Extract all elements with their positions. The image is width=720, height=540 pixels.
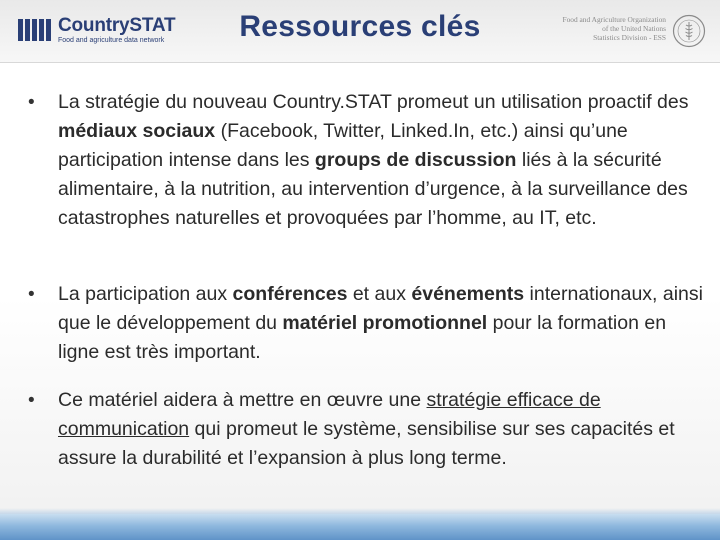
logo-tagline: Food and agriculture data network — [58, 37, 165, 44]
bullet-segment: liés à la sécurité alimentaire, à la nutrition, au intervention d’urgence, à la surveillance des catastrophes naturelles et provoquées par l’homme, au IT, etc. — [58, 149, 688, 229]
bullet-segment: La participation aux — [58, 283, 233, 305]
bullet-segment: Ce matériel aidera à mettre en œuvre une — [58, 389, 427, 411]
fao-logo-text — [548, 15, 666, 42]
bullet-segment: matériel promotionnel — [282, 312, 488, 334]
bullet-segment: et aux — [347, 283, 412, 305]
bullet-segment: conférences — [232, 283, 348, 305]
bottom-band — [0, 514, 720, 540]
bullet-text — [58, 88, 706, 233]
bullet-icon: • — [28, 390, 35, 411]
bullet-segment: événements — [411, 283, 525, 305]
bullet-segment: médiaux sociaux — [58, 120, 216, 142]
bullet-segment: (Facebook, Twitter, Linked.In, etc.) ainsi qu’une participation intense dans les — [58, 120, 628, 171]
bullet-segment: groups de discussion — [314, 149, 517, 171]
bullet-text — [58, 386, 706, 473]
bullet-segment: stratégie efficace de communication — [58, 389, 601, 440]
bullet-segment: qui promeut le système, sensibilise sur ses capacités et assure la durabilité et l’expansion à plus long terme. — [58, 418, 675, 469]
header-bar — [0, 0, 720, 63]
bullet-icon: • — [28, 92, 35, 113]
fao-emblem-icon — [672, 14, 706, 48]
bullet-icon: • — [28, 284, 35, 305]
fao-logo-line: Food and Agriculture Organization — [562, 15, 666, 24]
fao-logo-line: of the United Nations — [602, 24, 666, 33]
slide-title: Ressources clés — [239, 10, 481, 43]
fao-logo-line: Statistics Division - ESS — [593, 33, 666, 42]
fao-logo — [548, 12, 708, 52]
bullet-segment: internationaux, ainsi que le développement du — [58, 283, 703, 334]
logo-name: CountrySTAT — [58, 15, 176, 36]
bullet-text — [58, 280, 706, 367]
bullet-segment: La stratégie du nouveau Country.STAT promeut un utilisation proactif des — [58, 91, 689, 113]
bullet-segment: pour la formation en ligne est très important. — [58, 312, 667, 363]
